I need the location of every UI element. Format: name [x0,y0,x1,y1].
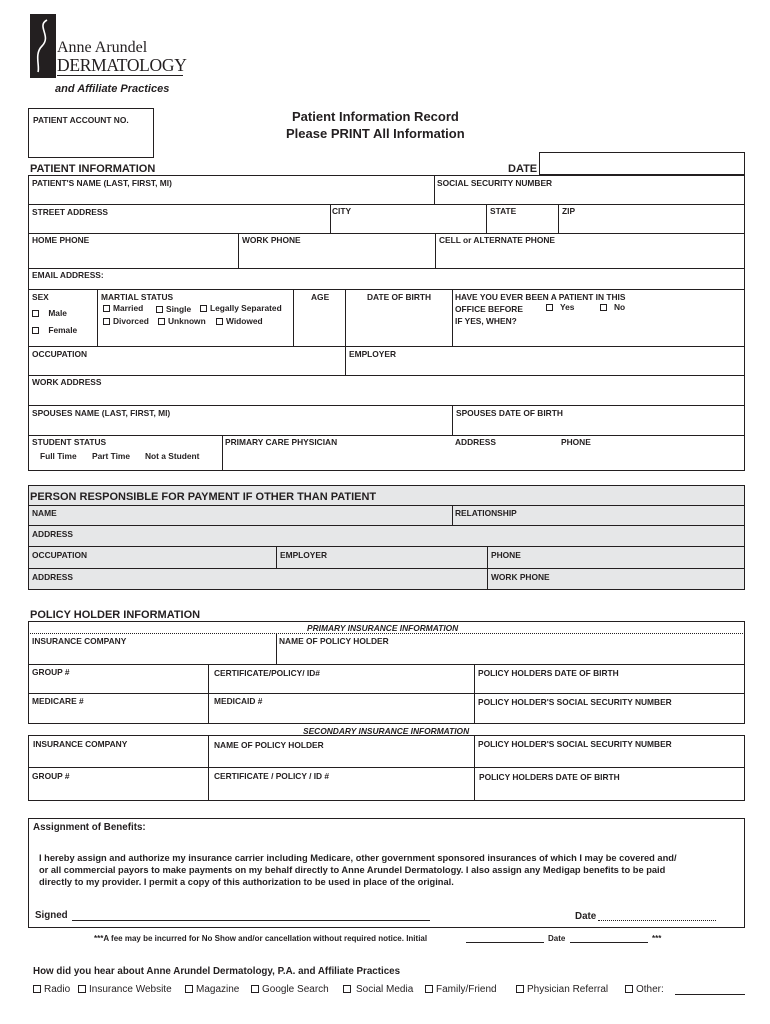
responsible-occupation-label: OCCUPATION [32,550,88,560]
assignment-line-1: I hereby assign and authorize my insurance carrier including Medicare, other government sponsored insurances of which I may be covered and/ [39,853,677,863]
full-time-option[interactable]: Full Time [40,451,77,461]
date-label: DATE [508,163,538,175]
sec-holder-ssn-label: POLICY HOLDER'S SOCIAL SECURITY NUMBER [478,739,672,749]
initial-line[interactable] [466,942,544,943]
cell-phone-label: CELL or ALTERNATE PHONE [439,235,556,245]
spouse-name-label: SPOUSES NAME (LAST, FIRST, MI) [32,408,171,418]
sex-label: SEX [32,292,49,302]
sec-group-label: GROUP # [32,771,70,781]
sec-insurance-company-label: INSURANCE COMPANY [33,739,128,749]
assignment-line-3: directly to my provider. I permit a copy of this authorization to be used in place of the original. [39,877,454,887]
referral-radio[interactable]: Radio [33,985,70,995]
patient-name-label: PATIENT'S NAME (LAST, FIRST, MI) [32,178,172,188]
female-option[interactable]: Female [32,326,77,334]
logo [30,14,190,80]
if-yes-label: IF YES, WHEN? [455,316,517,326]
female-checkbox[interactable] [32,327,39,334]
student-status-label: STUDENT STATUS [32,437,107,447]
other-line[interactable] [675,994,745,995]
married-option[interactable]: Married [103,304,143,312]
prev-patient-label: HAVE YOU EVER BEEN A PATIENT IN THIS [455,292,626,302]
marital-status-label: MARTIAL STATUS [101,292,174,302]
work-phone-label: WORK PHONE [242,235,301,245]
work-address-label: WORK ADDRESS [32,377,102,387]
insurance-company-label: INSURANCE COMPANY [32,636,127,646]
sec-policy-holder-name-label: NAME OF POLICY HOLDER [214,740,324,750]
responsible-phone-label: PHONE [491,550,521,560]
referral-physician[interactable]: Physician Referral [516,985,608,995]
referral-insurance-website[interactable]: Insurance Website [78,985,172,995]
email-label: EMAIL ADDRESS: [32,270,104,280]
referral-other[interactable]: Other: [625,985,664,995]
insurance-website-checkbox[interactable] [78,985,86,993]
responsible-address2-label: ADDRESS [32,572,73,582]
logo-underline [57,75,183,76]
referral-family-friend[interactable]: Family/Friend [425,985,497,995]
city-label: CITY [332,206,352,216]
occupation-label: OCCUPATION [32,349,88,359]
logo-tagline: and Affiliate Practices [55,83,170,95]
signed-label: Signed [35,910,68,921]
patient-section-title: PATIENT INFORMATION [30,163,156,175]
responsible-name-label: NAME [32,508,57,518]
referral-question: How did you hear about Anne Arundel Dermatology, P.A. and Affiliate Practices [33,966,401,977]
unknown-option[interactable]: Unknown [158,317,206,325]
zip-label: ZIP [562,206,576,216]
sec-holder-dob-label: POLICY HOLDERS DATE OF BIRTH [479,772,620,782]
date-field[interactable] [539,152,745,175]
logo-mark-icon [30,14,56,78]
widowed-option[interactable]: Widowed [216,317,263,325]
logo-name: Anne Arundel [57,39,148,56]
primary-heading: PRIMARY INSURANCE INFORMATION [307,623,459,633]
home-phone-label: HOME PHONE [32,235,90,245]
pcp-phone-label: PHONE [561,437,591,447]
male-checkbox[interactable] [32,310,39,317]
holder-dob-label: POLICY HOLDERS DATE OF BIRTH [478,668,619,678]
state-label: STATE [490,206,517,216]
legally-separated-option[interactable]: Legally Separated [200,304,282,312]
relationship-label: RELATIONSHIP [455,508,517,518]
age-label: AGE [311,292,330,302]
patient-account-label: PATIENT ACCOUNT NO. [33,115,129,125]
logo-brand: DERMATOLOGY [57,55,187,75]
assignment-line-2: or all commercial payors to make payments on my behalf directly to Anne Arundel Dermatology. I also assign any Medigap benefits to be paid [39,865,666,875]
physician-referral-checkbox[interactable] [516,985,524,993]
prev-no-option[interactable]: No [600,303,625,311]
referral-social-media[interactable]: Social Media [343,985,413,995]
signature-line[interactable] [72,920,430,921]
responsible-section-title: PERSON RESPONSIBLE FOR PAYMENT IF OTHER THAN PATIENT [30,491,377,503]
employer-label: EMPLOYER [349,349,396,359]
referral-magazine[interactable]: Magazine [185,985,239,995]
pcp-label: PRIMARY CARE PHYSICIAN [225,437,338,447]
office-before-label: OFFICE BEFORE [455,304,523,314]
street-address-label: STREET ADDRESS [32,207,109,217]
signed-date-label: Date [575,911,597,922]
social-media-checkbox[interactable] [343,985,351,993]
medicaid-label: MEDICAID # [214,696,263,706]
fee-note: ***A fee may be incurred for No Show and/or cancellation without required notice. Initial [94,934,428,943]
signed-date-line[interactable] [598,920,716,921]
male-option[interactable]: Male [32,309,67,317]
responsible-employer-label: EMPLOYER [280,550,327,560]
ssn-label: SOCIAL SECURITY NUMBER [437,178,553,188]
holder-ssn-label: POLICY HOLDER'S SOCIAL SECURITY NUMBER [478,697,672,707]
part-time-option[interactable]: Part Time [92,451,131,461]
magazine-checkbox[interactable] [185,985,193,993]
fee-date-line[interactable] [570,942,648,943]
assignment-title: Assignment of Benefits: [33,822,146,833]
medicare-label: MEDICARE # [32,696,84,706]
group-label: GROUP # [32,667,70,677]
not-student-option[interactable]: Not a Student [145,451,200,461]
referral-google-search[interactable]: Google Search [251,985,329,995]
fee-date-label: Date [548,934,566,943]
radio-checkbox[interactable] [33,985,41,993]
pcp-address-label: ADDRESS [455,437,496,447]
other-checkbox[interactable] [625,985,633,993]
fee-stars: *** [652,934,662,943]
form-title: Patient Information Record [292,109,459,124]
dob-label: DATE OF BIRTH [367,292,432,302]
form-subtitle: Please PRINT All Information [286,126,465,141]
policy-section-title: POLICY HOLDER INFORMATION [30,609,201,621]
policy-holder-name-label: NAME OF POLICY HOLDER [279,636,389,646]
google-search-checkbox[interactable] [251,985,259,993]
certificate-label: CERTIFICATE/POLICY/ ID# [214,668,320,678]
divorced-option[interactable]: Divorced [103,317,149,325]
sec-certificate-label: CERTIFICATE / POLICY / ID # [214,771,330,781]
family-friend-checkbox[interactable] [425,985,433,993]
spouse-dob-label: SPOUSES DATE OF BIRTH [456,408,563,418]
responsible-address-label: ADDRESS [32,529,73,539]
prev-yes-option[interactable]: Yes [546,303,574,311]
secondary-heading: SECONDARY INSURANCE INFORMATION [303,726,470,736]
single-option[interactable]: Single [156,305,191,313]
responsible-work-phone-label: WORK PHONE [491,572,550,582]
